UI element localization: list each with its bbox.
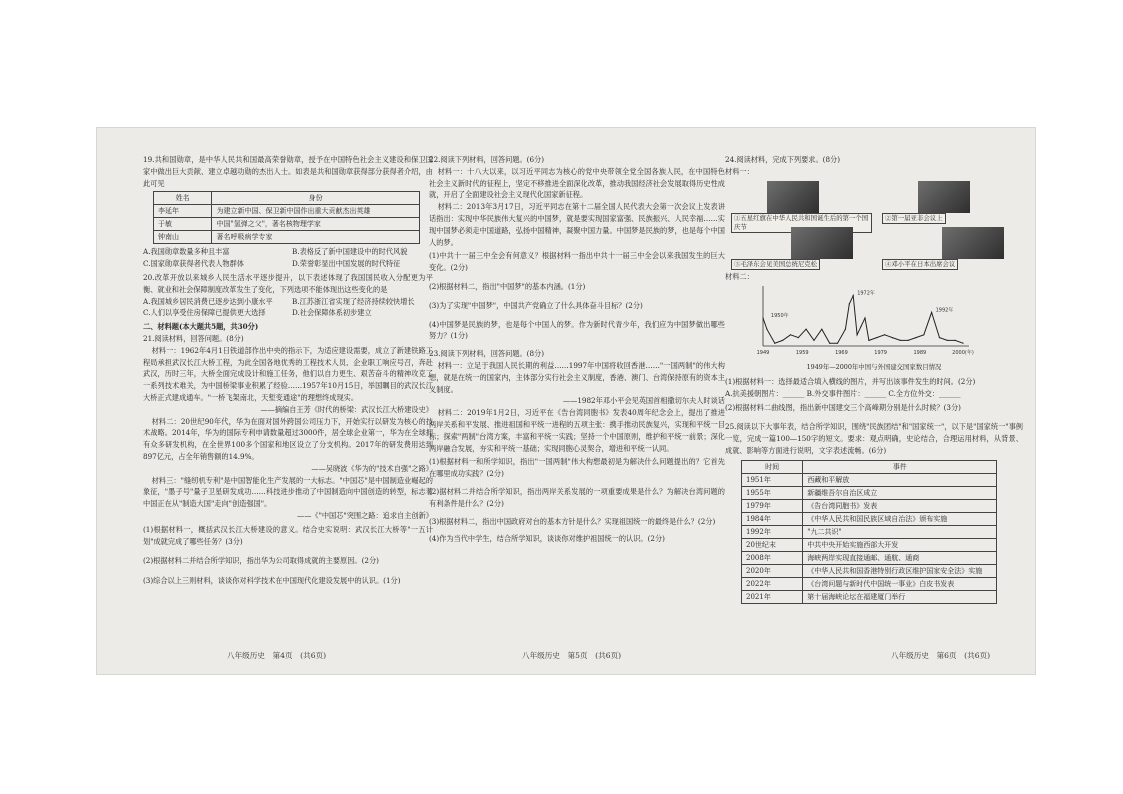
page-5-column [429, 154, 725, 545]
photo-image [791, 227, 853, 259]
table-cell: 2022年 [742, 577, 803, 590]
data-point [829, 343, 830, 344]
table-cell: 2008年 [742, 551, 803, 564]
events-table [741, 460, 997, 604]
option-a: A.我国城乡居民消费已逐步达到小康水平 [143, 296, 273, 306]
table-cell: 中国"氢弹之父"，著名核物理学家 [212, 218, 419, 231]
table-header-row [742, 460, 997, 473]
data-point [813, 340, 814, 341]
table-cell: 1951年 [742, 473, 803, 486]
table-header-name: 姓名 [154, 192, 212, 205]
data-label: 1992年 [935, 307, 954, 314]
question-22-2: (2)根据材料二，指出"中国梦"的基本内涵。(1分) [429, 281, 586, 291]
data-point [766, 329, 767, 330]
diplomacy-line-chart [741, 284, 981, 358]
question-21-3: (3)综合以上三则材料，谈谈你对科学技术在中国现代化建设发展中的认识。(1分) [143, 576, 401, 586]
table-cell: 《中华人民共和国香港特别行政区维护国家安全法》实施 [803, 564, 997, 577]
material-1: 材料一：1962年4月1日铁道部作出中央的指示下，为适应建设需要，成立了新建铁路工程局承担武汉长江大桥工程，为此全国各地优秀的工程技术人员、企业职工响应号召，奔赴武汉，历时三年，大桥全面完成设计和施工任务，他们以自力更生、艰苦奋斗的精神攻克了一系列技术难关，为中国桥梁事业积累了经验……1957年10月15日，举国瞩目的武汉长江大桥正式建成通车。"一桥飞架南北，天堑变通途"的理想终成现实。 [143, 345, 433, 402]
data-point [939, 337, 940, 338]
data-point [790, 335, 791, 336]
data-point [762, 318, 763, 319]
table-cell: 钟南山 [154, 231, 212, 244]
data-point [955, 340, 956, 341]
photo-grid [731, 181, 1023, 269]
question-25: 25.阅读以下大事年表，结合所学知识，围绕"民族团结"和"国家统一"，以下是"国家统一"事例一览，完成一篇100—150字的短文。要求：观点明确，史论结合，合理运用材料，从背景、成就、影响等方面进行说明，文字表述流畅。(6分) [725, 422, 1023, 455]
table-cell: 1979年 [742, 499, 803, 512]
data-point [782, 340, 783, 341]
series-line [763, 296, 963, 344]
data-point [849, 304, 850, 305]
page-footer: 八年级历史 第4页 (共6页) [227, 651, 327, 660]
data-point [857, 335, 858, 336]
photo-image [918, 181, 970, 213]
photo-caption: ②第一届亚非会议上 [882, 213, 946, 224]
table-row [742, 499, 997, 512]
table-cell: 新疆维吾尔自治区成立 [803, 486, 997, 499]
data-point [845, 329, 846, 330]
table-cell: 西藏和平解放 [803, 473, 997, 486]
question-21-1: (1)根据材料一，概括武汉长江大桥建设的意义。结合史实说明：武汉长江大桥等"一五计划"成就完成了哪些任务？(3分) [143, 524, 433, 546]
photo-image [767, 181, 819, 213]
table-cell: 2021年 [742, 590, 803, 603]
data-point [892, 337, 893, 338]
material-1: 材料一：十八大以来，以习近平同志为核心的党中央带领全党全国各族人民，在中国特色社会主义新时代的征程上，坚定不移推进全面深化改革，推动我国经济社会发展取得历史性成就，开启了全面建设社会主义现代化国家新征程。 [429, 166, 725, 200]
photo-caption: ③毛泽东会见美国总统尼克松 [731, 259, 820, 270]
x-tick-label: 1969 [835, 350, 848, 357]
photo-1 [731, 181, 872, 231]
table-row [742, 577, 997, 590]
data-label: 1950年 [770, 313, 789, 320]
section-heading: 二、材料题(本大题共5题，共30分) [143, 322, 259, 332]
table-row [154, 218, 420, 231]
table-row [742, 564, 997, 577]
page-footer: 八年级历史 第5页 (共6页) [522, 651, 622, 660]
table-cell: 20世纪末 [742, 538, 803, 551]
data-point [853, 295, 854, 296]
data-point [868, 340, 869, 341]
table-row [742, 473, 997, 486]
photo-caption: ④邓小平在日本出席会议 [882, 259, 958, 270]
option-d: D.社会保障体系初步建立 [292, 308, 372, 318]
table-header-row [154, 192, 420, 205]
table-row [154, 231, 420, 244]
table-cell: 著名呼吸病学专家 [212, 231, 419, 244]
table-row [742, 512, 997, 525]
x-tick-label: 1989 [913, 350, 927, 357]
data-point [798, 337, 799, 338]
data-point [821, 329, 822, 330]
table-cell: "九二共识" [803, 525, 997, 538]
material-2-source: ——吴晓波《华为的"技术自强"之路》 [311, 463, 433, 473]
material-2-label: 材料二： [725, 271, 754, 281]
table-cell: 1984年 [742, 512, 803, 525]
question-21-2: (2)根据材料二并结合所学知识，指出华为公司取得成就的主要原因。(2分) [143, 556, 379, 566]
data-point [923, 335, 924, 336]
table-cell: 1992年 [742, 525, 803, 538]
photo-4 [882, 227, 1023, 269]
data-point [931, 312, 932, 313]
table-cell: 《中华人民共和国民族区域自治法》颁布实施 [803, 512, 997, 525]
option-d: D.荣誉彰显出中国发展的时代特征 [292, 259, 401, 269]
chart-note: 1949年—2000年中国与外国建交国家数目情况 [806, 363, 942, 372]
medal-table [153, 191, 420, 244]
photo-3 [731, 227, 872, 269]
data-point [947, 340, 948, 341]
data-point [915, 337, 916, 338]
material-3-source: ——《"中国芯"突围之路：追求自主创新》 [297, 510, 433, 520]
question-23-2: (2)据材料二并结合所学知识，指出两岸关系发展的一项重要成果是什么？为解决台湾问题的有利条件是什么？(2分) [429, 486, 725, 508]
table-row [742, 525, 997, 538]
question-22-4: (4)中国梦是民族的梦，也是每个中国人的梦。作为新时代青少年，我们应为中国梦做出哪些努力？(1分) [429, 319, 725, 341]
option-c: C.国家勋章获得者代表人物群体 [143, 259, 244, 269]
exam-sheet [97, 128, 1035, 674]
material-3: 材料三："缝纫机专利"是中国智能化生产发展的一大标志。"中国芯"是中国制造业崛起的象征，"墨子号"量子卫星研发成功……科技进步推动了中国制造向中国创造的转型，标志着中国正在从"制造大国"走向"创造强国"。 [143, 475, 433, 509]
material-1-source: ——摘编自王芳《时代的桥梁：武汉长江大桥建设史》 [260, 404, 433, 414]
data-point [837, 343, 838, 344]
material-1-label: 材料一： [725, 166, 754, 176]
table-cell: 《台湾问题与新时代中国统一事业》白皮书发表 [803, 577, 997, 590]
question-24-1-fill: A.抗美援朝图片：______ B.外交事件图片：______ C.全方位外交：______ [725, 388, 961, 398]
x-tick-label: 1949 [756, 350, 770, 357]
table-cell: 于敏 [154, 218, 212, 231]
table-header-identity: 身份 [212, 192, 419, 205]
question-22-1: (1)中共十一届三中全会有何意义？根据材料一指出中共十一届三中全会以来我国发生的巨大变化。(2分) [429, 251, 725, 273]
option-b: B.江苏浙江省实现了经济持续较快增长 [292, 296, 415, 306]
material-1-source: ——1982年邓小平会见英国首相撒切尔夫人时谈话 [562, 396, 725, 406]
photo-caption: ①五星红旗在中华人民共和国诞生后的第一个国庆节 [731, 213, 872, 233]
question-19-options [143, 246, 433, 270]
material-1: 材料一：立足于我国人民长期的利益……1997年中国将收回香港……"一国两制"的伟大构想，就是在统一的国家内，主体部分实行社会主义制度，香港、澳门、台湾保持原有的资本主义制度。 [429, 360, 725, 394]
data-label: 1972年 [857, 290, 875, 297]
material-2: 材料二：2013年3月17日，习近平同志在第十二届全国人民代表大会第一次会议上发表讲话指出：实现中华民族伟大复兴的中国梦，就是要实现国家富强、民族振兴、人民幸福……实现中国梦必须走中国道路，弘扬中国精神，凝聚中国力量。中国梦是民族的梦，也是每个中国人的梦。 [429, 202, 725, 247]
table-cell: 为建立新中国、保卫新中国作出重大贡献杰出英雄 [212, 205, 419, 218]
page-footer: 八年级历史 第6页 (共6页) [891, 651, 991, 660]
table-cell: 2020年 [742, 564, 803, 577]
question-24: 24.阅读材料，完成下列要求。(8分) [725, 155, 841, 164]
table-cell: 海峡两岸实现直接通邮、通航、通商 [803, 551, 997, 564]
table-row [742, 590, 997, 603]
option-b: B.表格反了新中国建设中的时代风貌 [292, 247, 408, 257]
table-header-time: 时间 [742, 460, 803, 473]
photo-image [942, 227, 1004, 259]
question-23-4: (4)作为当代中学生，结合所学知识，谈谈你对维护祖国统一的认识。(2分) [429, 534, 665, 544]
material-2: 材料二：2019年1月2日，习近平在《告台湾同胞书》发表40周年纪念会上，提出了推进两岸关系和平发展、推进祖国和平统一进程的五项主张：携手推动民族复兴，实现和平统一目标；探索"两制"台湾方案，丰富和平统一实践；坚持一个中国原则，维护和平统一前景；深化两岸融合发展，夯实和平统一基础；实现同胞心灵契合，增进和平统一认同。 [429, 408, 725, 453]
table-row [742, 538, 997, 551]
question-20-options [143, 296, 433, 320]
data-point [876, 337, 877, 338]
page-6-column [725, 154, 1023, 604]
table-row [742, 551, 997, 564]
question-24-1: (1)根据材料一：选择最适合填入横线的图片，并写出该事件发生的时间。(2分) [725, 376, 976, 386]
data-point [907, 340, 908, 341]
table-cell: 李延年 [154, 205, 212, 218]
question-24-2: (2)根据材料二曲线图，指出新中国建交三个高峰期分别是什么时候？(3分) [725, 402, 961, 412]
x-tick-label: 1979 [874, 350, 888, 357]
data-point [806, 329, 807, 330]
question-19: 19.共和国勋章，是中华人民共和国最高荣誉勋章，授予在中国特色社会主义建设和保卫国家中做出巨大贡献、建立卓越功勋的杰出人士。如表是共和国勋章获得部分获得者介绍，由此可见 [143, 155, 433, 188]
data-point [962, 343, 963, 344]
data-point [860, 326, 861, 327]
question-23: 23.阅读下列材料，回答问题。(8分) [429, 349, 545, 359]
data-point [774, 343, 775, 344]
page-4-column [143, 154, 433, 587]
data-point [884, 335, 885, 336]
x-tick-label: 2000(年) [952, 350, 974, 357]
photo-2 [882, 181, 1023, 223]
material-2: 材料二：20世纪90年代，华为在面对国外跨国公司压力下，开始实行以研发为核心的技术战略。2014年，华为的国际专利申请数量超过3000件，居全球企业第一，华为在全球拥有众多研发机构，在全世界100多个国家和地区设立了分支机构。2017年的研发费用达到897亿元，占全年销售额的14.9%。 [143, 416, 433, 461]
table-header-event: 事件 [803, 460, 997, 473]
question-22-3: (3)为了实现"中国梦"，中国共产党确立了什么具体奋斗目标？(2分) [429, 300, 643, 310]
table-row [154, 205, 420, 218]
question-23-1: (1)根据材料一和所学知识，指出"一国两制"伟大构想最初是为解决什么问题提出的？它首先在哪里成功实践？(2分) [429, 457, 725, 479]
x-tick-label: 1959 [795, 350, 809, 357]
table-cell: 第十届海峡论坛在福建厦门举行 [803, 590, 997, 603]
table-row [742, 486, 997, 499]
question-21: 21.阅读材料，回答问题。(8分) [143, 333, 244, 343]
question-23-3: (3)根据材料二，指出中国政府对台的基本方针是什么？实现祖国统一的最终是什么？(2分) [429, 516, 716, 526]
question-22: 22.阅读下列材料，回答问题。(6分) [429, 155, 545, 164]
table-cell: 中共中央开始实施西部大开发 [803, 538, 997, 551]
data-point [900, 340, 901, 341]
option-c: C.人们以享受住房保障已提供更大选择 [143, 308, 266, 318]
question-20: 20.改革开放以来城乡人民生活水平逐步提升，以下表述体现了我国国民收入分配更为平衡、就业和社会保障制度改革发生了变化，下列选项不能体现出这些变化的是 [143, 272, 433, 294]
table-cell: 1955年 [742, 486, 803, 499]
option-a: A.我国勋章数量多种且丰富 [143, 247, 230, 257]
data-point [864, 318, 865, 319]
table-cell: 《告台湾同胞书》发表 [803, 499, 997, 512]
